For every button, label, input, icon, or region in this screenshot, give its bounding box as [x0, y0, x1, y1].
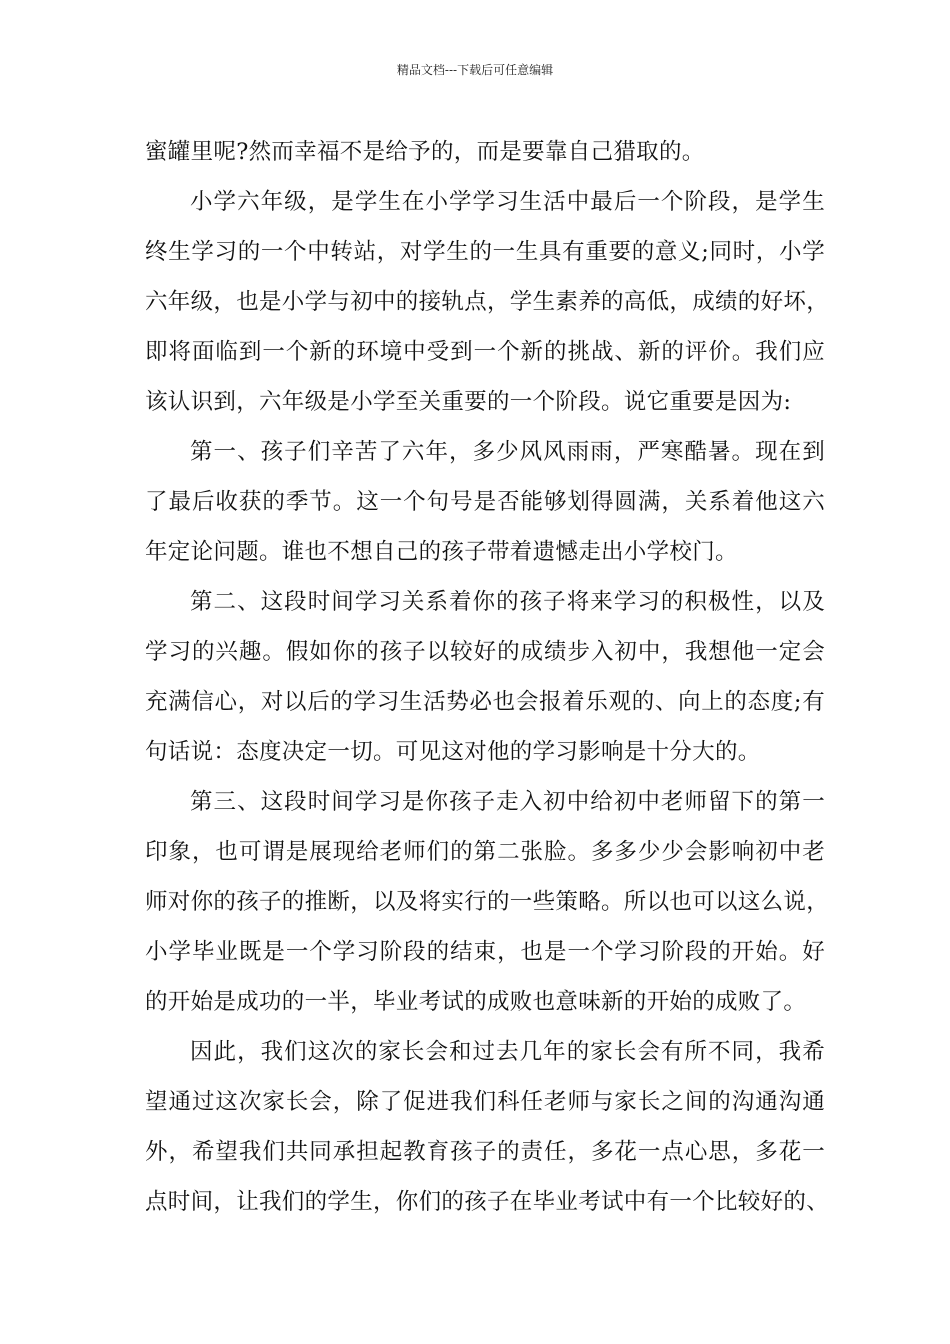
text-line: 了最后收获的季节。这一个句号是否能够划得圆满，关系着他这六 — [145, 489, 825, 515]
text-line: 小学毕业既是一个学习阶段的结束，也是一个学习阶段的开始。好 — [145, 939, 825, 965]
text-line: 学习的兴趣。假如你的孩子以较好的成绩步入初中，我想他一定会 — [145, 639, 825, 665]
text-line: 望通过这次家长会，除了促进我们科任老师与家长之间的沟通沟通 — [145, 1089, 825, 1115]
text-line: 的开始是成功的一半，毕业考试的成败也意味新的开始的成败了。 — [145, 989, 807, 1015]
text-line: 点时间，让我们的学生，你们的孩子在毕业考试中有一个比较好的、 — [145, 1189, 830, 1215]
text-line: 充满信心，对以后的学习生活势必也会报着乐观的、向上的态度;有 — [145, 689, 825, 715]
text-line: 终生学习的一个中转站，对学生的一生具有重要的意义;同时，小学 — [145, 239, 825, 265]
text-line: 第一、孩子们辛苦了六年，多少风风雨雨，严寒酷暑。现在到 — [190, 439, 825, 465]
text-line: 六年级，也是小学与初中的接轨点，学生素养的高低，成绩的好坏， — [145, 289, 830, 315]
text-line: 第二、这段时间学习关系着你的孩子将来学习的积极性，以及 — [190, 589, 825, 615]
text-line: 印象，也可谓是展现给老师们的第二张脸。多多少少会影响初中老 — [145, 839, 825, 865]
text-line: 即将面临到一个新的环境中受到一个新的挑战、新的评价。我们应 — [145, 339, 825, 365]
text-line: 年定论问题。谁也不想自己的孩子带着遗憾走出小学校门。 — [145, 539, 738, 565]
text-line: 师对你的孩子的推断，以及将实行的一些策略。所以也可以这么说， — [145, 889, 830, 915]
text-line: 该认识到，六年级是小学至关重要的一个阶段。说它重要是因为: — [145, 389, 792, 415]
text-line: 第三、这段时间学习是你孩子走入初中给初中老师留下的第一 — [190, 789, 825, 815]
text-line: 外，希望我们共同承担起教育孩子的责任，多花一点心思，多花一 — [145, 1139, 825, 1165]
text-line: 句话说：态度决定一切。可见这对他的学习影响是十分大的。 — [145, 739, 761, 765]
page-header: 精品文档---下载后可任意编辑 — [396, 63, 554, 77]
text-line: 小学六年级，是学生在小学学习生活中最后一个阶段，是学生 — [190, 189, 825, 215]
text-line: 因此，我们这次的家长会和过去几年的家长会有所不同，我希 — [190, 1039, 825, 1065]
text-line: 蜜罐里呢?然而幸福不是给予的，而是要靠自己猎取的。 — [145, 139, 705, 165]
